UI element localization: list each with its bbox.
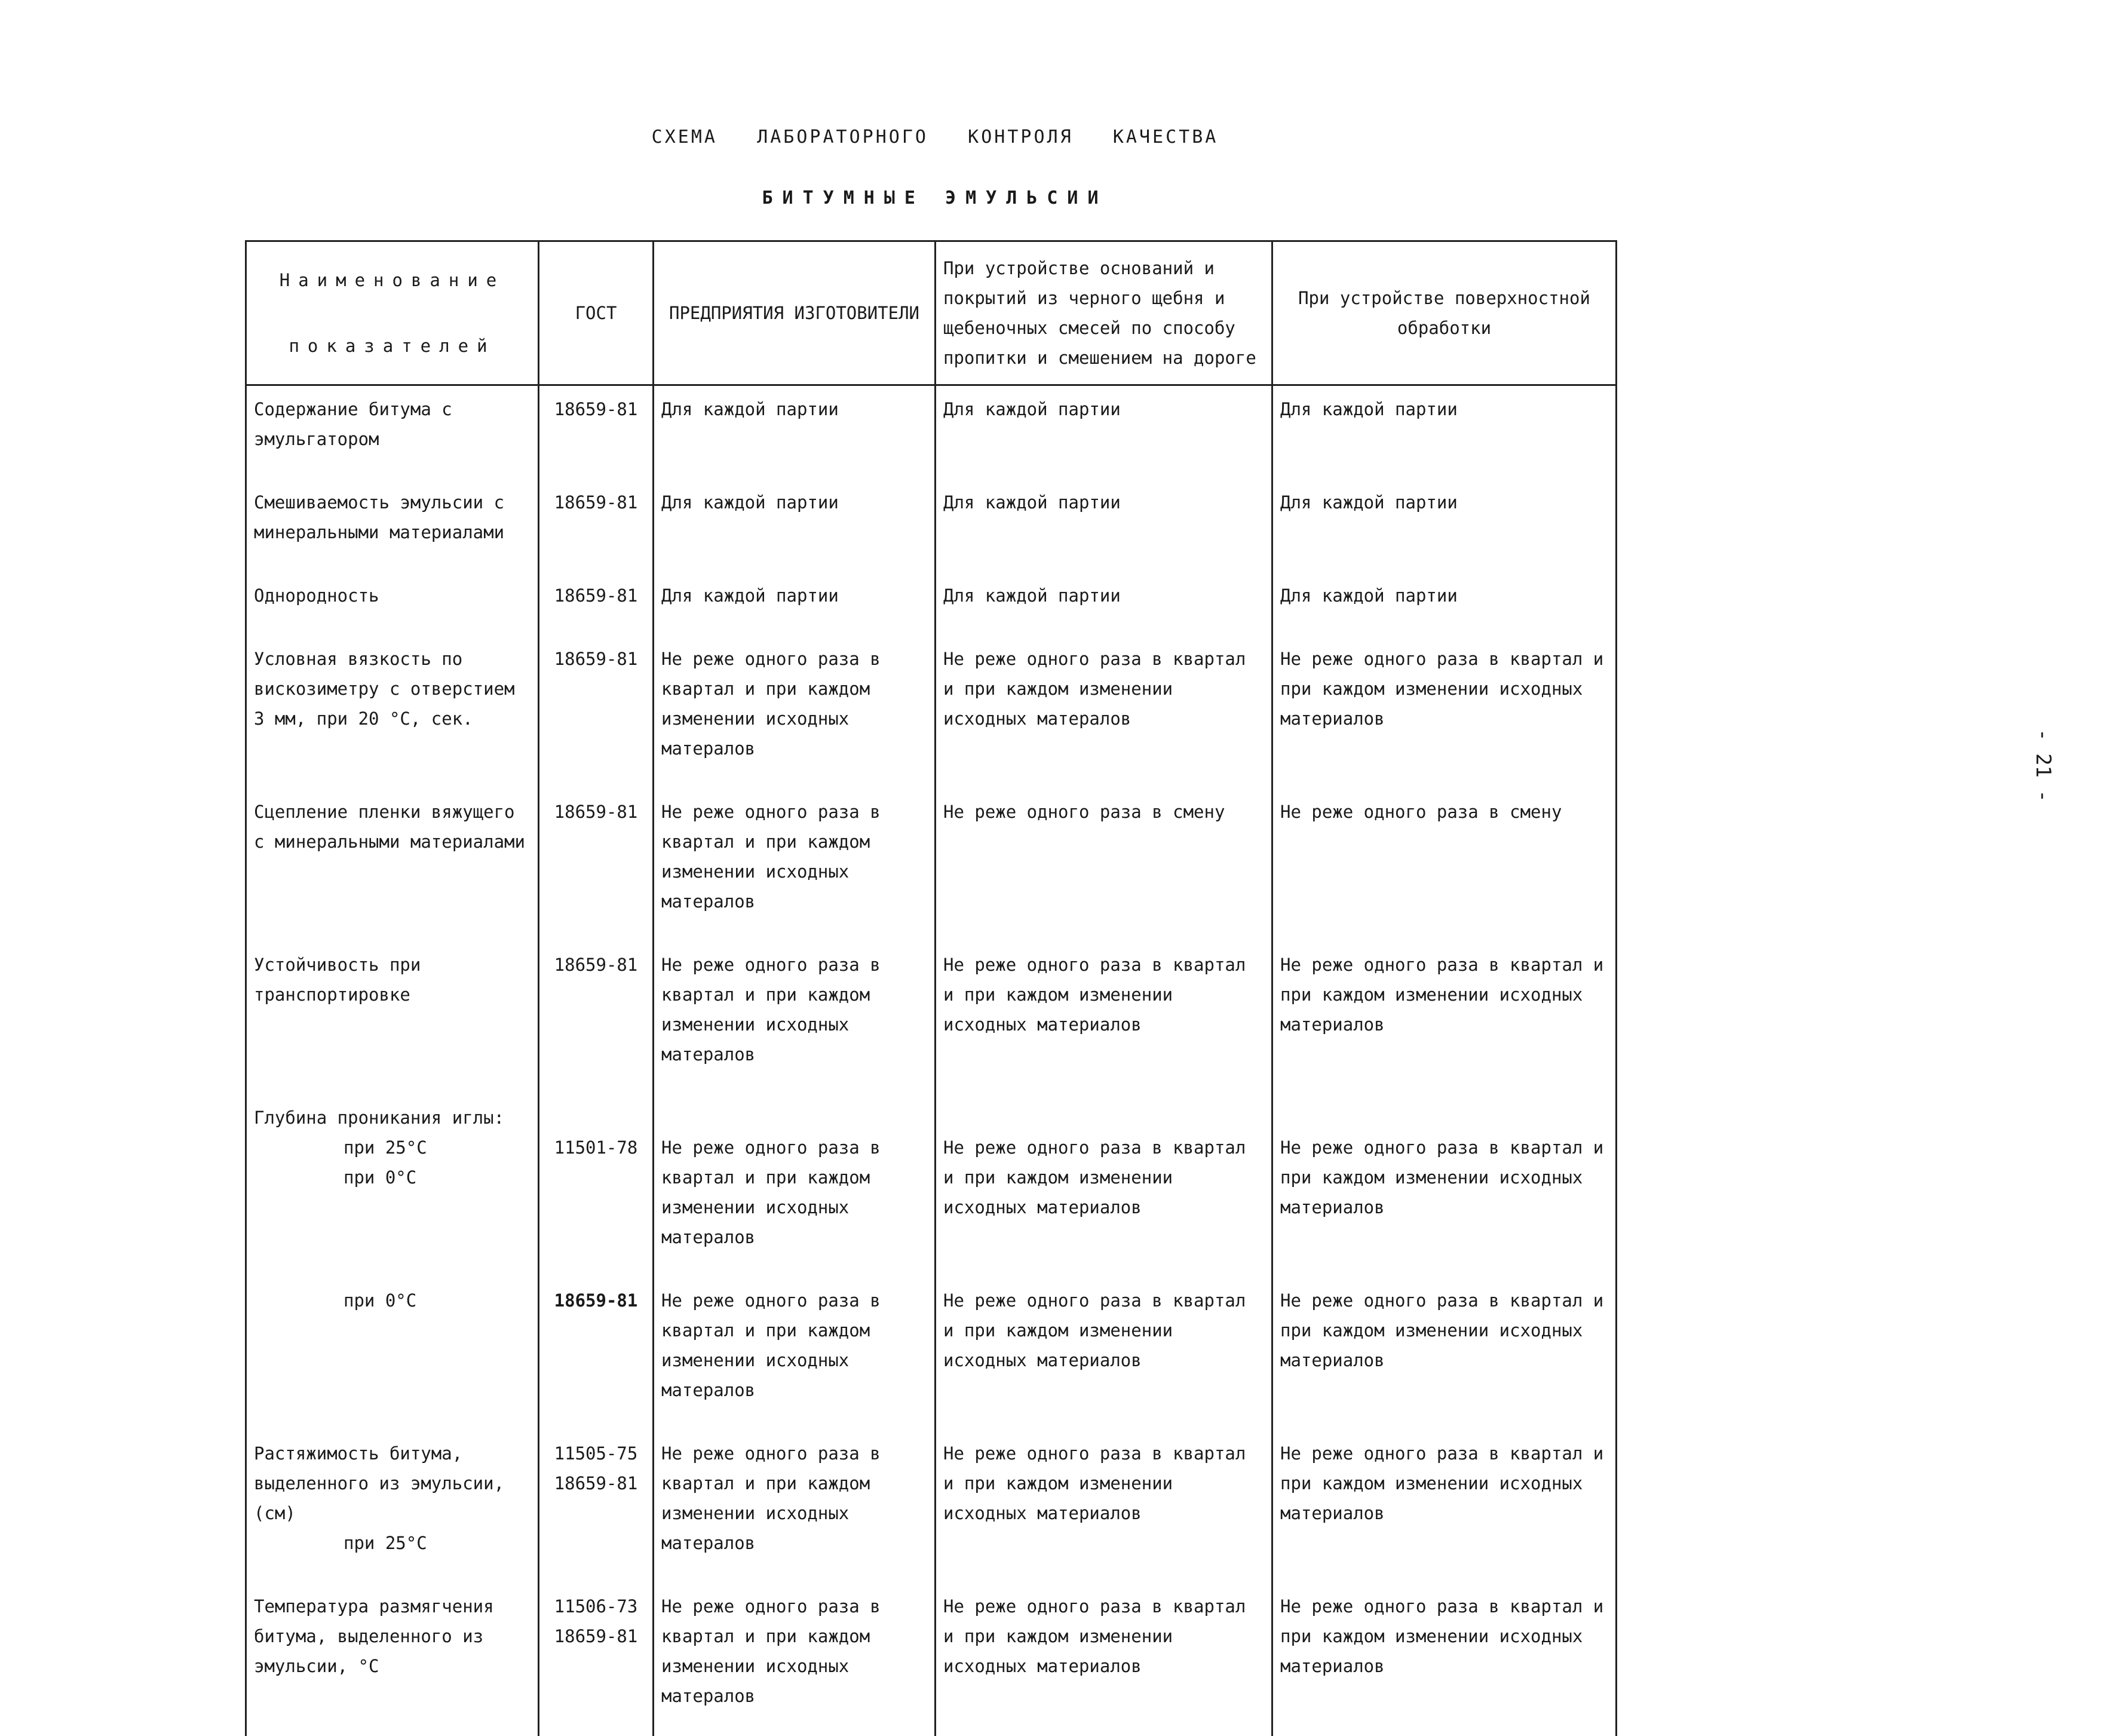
cell-gost-value: 11501-78 bbox=[554, 1137, 638, 1158]
cell-bases: Для каждой партии bbox=[936, 385, 1272, 480]
table-row bbox=[246, 941, 1617, 1094]
cell-manufacturers: Не реже одного раза в квартал и при каждом изменении исходных матералов bbox=[654, 636, 936, 789]
cell-gost: 18659-81 bbox=[539, 1277, 654, 1430]
cell-name: Смешиваемость эмульсии с минеральными материалами bbox=[246, 479, 539, 572]
cell-gost: 18659-81 bbox=[539, 385, 654, 480]
cell-bases: Не реже одного раза в квартал и при каждом изменении исходных материалов bbox=[936, 1583, 1272, 1736]
quality-control-table bbox=[245, 240, 1617, 1736]
cell-name-main: Растяжимость битума, выделенного из эмульсии,(см) bbox=[254, 1443, 505, 1523]
cell-surface: Не реже одного раза в квартал и при каждом изменении исходных материалов bbox=[1272, 1277, 1617, 1430]
table-row bbox=[246, 479, 1617, 572]
cell-surface: Для каждой партии bbox=[1272, 385, 1617, 480]
cell-name: Содержание битума с эмульгатором bbox=[246, 385, 539, 480]
cell-name bbox=[246, 1277, 539, 1430]
cell-name-sub: при 25°С bbox=[344, 1137, 427, 1158]
cell-name-sub: при 0°С bbox=[344, 1290, 417, 1311]
cell-bases: Не реже одного раза в смену bbox=[936, 789, 1272, 941]
cell-surface: Для каждой партии bbox=[1272, 479, 1617, 572]
cell-bases: Не реже одного раза в квартал и при каждом изменении исходных материалов bbox=[936, 941, 1272, 1094]
cell-surface: Не реже одного раза в смену bbox=[1272, 789, 1617, 941]
cell-bases bbox=[936, 1094, 1272, 1277]
table-row bbox=[246, 385, 1617, 480]
table-row bbox=[246, 1277, 1617, 1430]
cell-surface: Не реже одного раза в квартал и при каждом изменении исходных материалов bbox=[1272, 941, 1617, 1094]
cell-gost-value-2: 18659-81 bbox=[554, 1473, 638, 1493]
cell-manufacturers: Не реже одного раза в квартал и при каждом изменении исходных матералов bbox=[654, 1430, 936, 1583]
cell-surface: Не реже одного раза в квартал и при каждом изменении исходных материалов bbox=[1272, 1430, 1617, 1583]
table-row bbox=[246, 1430, 1617, 1583]
table-header-row bbox=[246, 241, 1617, 385]
cell-gost bbox=[539, 1094, 654, 1277]
cell-name bbox=[246, 1430, 539, 1583]
cell-bases: Не реже одного раза в квартал и при каждом изменении исходных материалов bbox=[936, 1430, 1272, 1583]
cell-surface-value: Не реже одного раза в квартал и при каждом изменении исходных материалов bbox=[1280, 1137, 1614, 1217]
cell-gost: 18659-81 bbox=[539, 636, 654, 789]
header-name-line1: Наименование bbox=[279, 270, 505, 290]
header-gost: ГОСТ bbox=[539, 241, 654, 385]
cell-gost-value: 11506-73 bbox=[554, 1596, 638, 1617]
cell-gost: 18659-81 bbox=[539, 572, 654, 636]
cell-bases: Не реже одного раза в квартал и при каждом изменении исходных матералов bbox=[936, 636, 1272, 789]
cell-bases-value: Не реже одного раза в квартал и при каждом изменении исходных материалов bbox=[943, 1137, 1256, 1217]
cell-manufacturers-value: Не реже одного раза в квартал и при каждом изменении исходных матералов bbox=[661, 1137, 891, 1247]
header-name-line2: показателей bbox=[289, 336, 496, 356]
cell-gost bbox=[539, 1583, 654, 1736]
cell-surface: Не реже одного раза в квартал и при каждом изменении исходных материалов bbox=[1272, 1583, 1617, 1736]
cell-manufacturers: Не реже одного раза в квартал и при каждом изменении исходных матералов bbox=[654, 1277, 936, 1430]
cell-name bbox=[246, 1094, 539, 1277]
table-row bbox=[246, 572, 1617, 636]
cell-gost-spacer bbox=[547, 1103, 645, 1133]
cell-name-sub: при 25°С bbox=[344, 1533, 427, 1553]
cell-gost: 18659-81 bbox=[539, 941, 654, 1094]
page-number: - 21 - bbox=[2031, 729, 2055, 802]
cell-name: Устойчивость при транспортировке bbox=[246, 941, 539, 1094]
cell-manufacturers: Для каждой партии bbox=[654, 479, 936, 572]
cell-gost bbox=[539, 1430, 654, 1583]
cell-surface: Не реже одного раза в квартал и при каждом изменении исходных материалов bbox=[1272, 636, 1617, 789]
table-row bbox=[246, 789, 1617, 941]
cell-bases: Не реже одного раза в квартал и при каждом изменении исходных материалов bbox=[936, 1277, 1272, 1430]
document-title: СХЕМА ЛАБОРАТОРНОГО КОНТРОЛЯ КАЧЕСТВА bbox=[651, 127, 1219, 148]
cell-gost: 18659-81 bbox=[539, 479, 654, 572]
cell-manufacturers: Для каждой партии bbox=[654, 572, 936, 636]
cell-gost: 18659-81 bbox=[539, 789, 654, 941]
cell-manufacturers: Для каждой партии bbox=[654, 385, 936, 480]
document-subtitle: БИТУМНЫЕ ЭМУЛЬСИИ bbox=[762, 188, 1108, 208]
cell-manufacturers bbox=[654, 1094, 936, 1277]
cell-surface bbox=[1272, 1094, 1617, 1277]
cell-spacer bbox=[661, 1103, 927, 1133]
cell-bases: Для каждой партии bbox=[936, 479, 1272, 572]
cell-gost-value: 11505-75 bbox=[554, 1443, 638, 1464]
cell-name: Сцепление пленки вяжущего с минеральными материалами bbox=[246, 789, 539, 941]
cell-manufacturers: Не реже одного раза в квартал и при каждом изменении исходных матералов bbox=[654, 941, 936, 1094]
cell-name: Однородность bbox=[246, 572, 539, 636]
header-manufacturers: ПРЕДПРИЯТИЯ ИЗГОТОВИТЕЛИ bbox=[654, 241, 936, 385]
table-row bbox=[246, 1583, 1617, 1736]
cell-surface: Для каждой партии bbox=[1272, 572, 1617, 636]
cell-bases: Для каждой партии bbox=[936, 572, 1272, 636]
table-row bbox=[246, 1094, 1617, 1277]
cell-spacer bbox=[1280, 1103, 1608, 1133]
header-indicator-name bbox=[246, 241, 539, 385]
header-surface-treatment: При устройстве поверхностной обработки bbox=[1272, 241, 1617, 385]
cell-gost-value-2: 18659-81 bbox=[554, 1626, 638, 1646]
cell-name: Условная вязкость по вискозиметру с отверстием 3 мм, при 20 °С, сек. bbox=[246, 636, 539, 789]
cell-name-main: Глубина проникания иглы: bbox=[254, 1108, 505, 1128]
cell-name-sub: при 0°С bbox=[344, 1167, 417, 1188]
cell-manufacturers: Не реже одного раза в квартал и при каждом изменении исходных матералов bbox=[654, 789, 936, 941]
header-bases-construction: При устройстве оснований и покрытий из черного щебня и щебеночных смесей по способу пропитки и смешением на дороге bbox=[936, 241, 1272, 385]
cell-name: Температура размягчения битума, выделенного из эмульсии, °С bbox=[246, 1583, 539, 1736]
cell-spacer bbox=[943, 1103, 1264, 1133]
cell-manufacturers: Не реже одного раза в квартал и при каждом изменении исходных матералов bbox=[654, 1583, 936, 1736]
table-row bbox=[246, 636, 1617, 789]
